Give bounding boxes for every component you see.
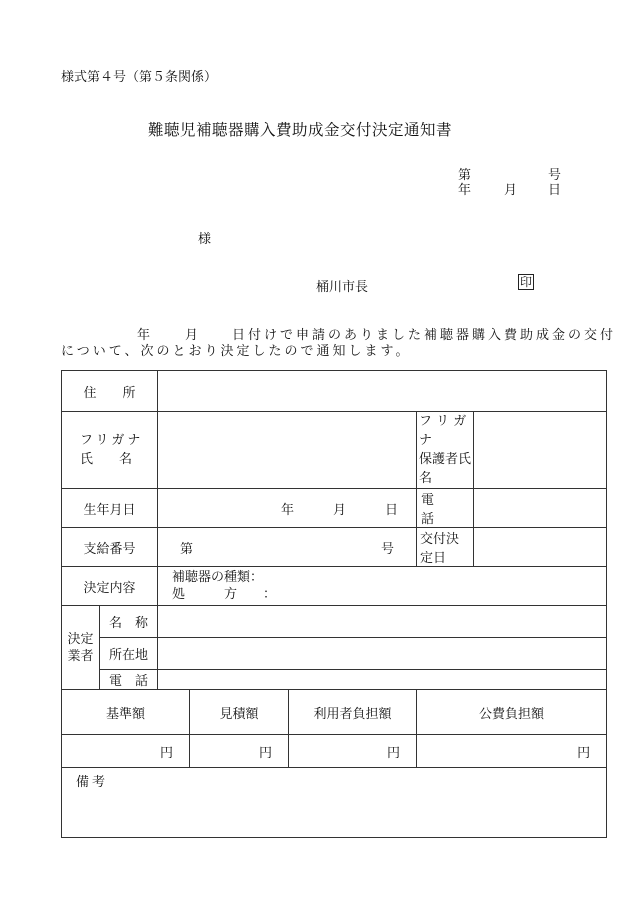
prescription-label: 処 方 ：	[172, 587, 277, 602]
public-burden-header: 公費負担額	[417, 690, 607, 735]
addressee-suffix: 様	[198, 232, 212, 247]
name-label-cell	[62, 412, 158, 489]
phone-field[interactable]	[474, 489, 607, 528]
decision-date-field[interactable]	[474, 528, 607, 567]
form-number: 様式第４号（第５条関係）	[61, 70, 218, 85]
birthdate-label: 生年月日	[62, 489, 158, 528]
guardian-name-label: 保護者氏名	[419, 452, 472, 486]
name-field[interactable]	[158, 412, 417, 489]
vendor-location-field[interactable]	[158, 638, 607, 670]
vendor-phone-label: 電 話	[100, 670, 158, 690]
address-label: 住 所	[62, 371, 158, 412]
vendor-group-label: 決定業者	[62, 606, 100, 690]
document-title: 難聴児補聴器購入費助成金交付決定通知書	[148, 121, 453, 139]
payment-number-prefix: 第	[180, 541, 194, 557]
estimate-amount-header: 見積額	[190, 690, 289, 735]
remarks-field[interactable]	[62, 768, 607, 838]
vendor-name-field[interactable]	[158, 606, 607, 638]
address-field[interactable]	[158, 371, 607, 412]
payment-number-label: 支給番号	[62, 528, 158, 567]
date-year: 年	[458, 183, 472, 198]
standard-amount-header: 基準額	[62, 690, 190, 735]
seal-mark: 印	[520, 275, 533, 289]
name-label: 氏 名	[80, 452, 133, 467]
body-year: 年	[137, 328, 154, 343]
public-burden-field[interactable]: 円	[417, 735, 607, 768]
phone-label: 電 話	[417, 489, 474, 528]
remarks-label: 備考	[76, 775, 109, 790]
furigana-label: フリガナ	[80, 433, 144, 448]
application-table	[61, 370, 607, 838]
date-day: 日	[548, 183, 562, 198]
body-month: 月	[185, 328, 202, 343]
hearing-aid-type-label: 補聴器の種類：	[172, 570, 264, 585]
estimate-amount-field[interactable]: 円	[190, 735, 289, 768]
decision-content-field[interactable]	[158, 567, 607, 606]
date-month: 月	[504, 183, 518, 198]
body-line2: について、次のとおり決定したので通知します。	[61, 344, 412, 359]
guardian-furigana-label: フ リ ガ ナ	[419, 414, 467, 448]
payment-number-suffix: 号	[381, 541, 395, 557]
body-line1: 日付けで申請のありました補聴器購入費助成金の交付	[232, 328, 617, 343]
issuer-name: 桶川市長	[316, 280, 369, 295]
guardian-label-cell	[417, 412, 474, 489]
standard-amount-field[interactable]: 円	[62, 735, 190, 768]
birthdate-field[interactable]: 年 月 日	[158, 489, 417, 528]
payment-number-field[interactable]	[158, 528, 417, 567]
decision-date-label: 交付決定日	[417, 528, 474, 567]
guardian-name-field[interactable]	[474, 412, 607, 489]
user-burden-field[interactable]: 円	[289, 735, 417, 768]
decision-content-label: 決定内容	[62, 567, 158, 606]
user-burden-header: 利用者負担額	[289, 690, 417, 735]
vendor-name-label: 名 称	[100, 606, 158, 638]
doc-number-suffix: 号	[548, 168, 562, 183]
doc-number-prefix: 第	[458, 168, 472, 183]
vendor-phone-field[interactable]	[158, 670, 607, 690]
vendor-location-label: 所在地	[100, 638, 158, 670]
